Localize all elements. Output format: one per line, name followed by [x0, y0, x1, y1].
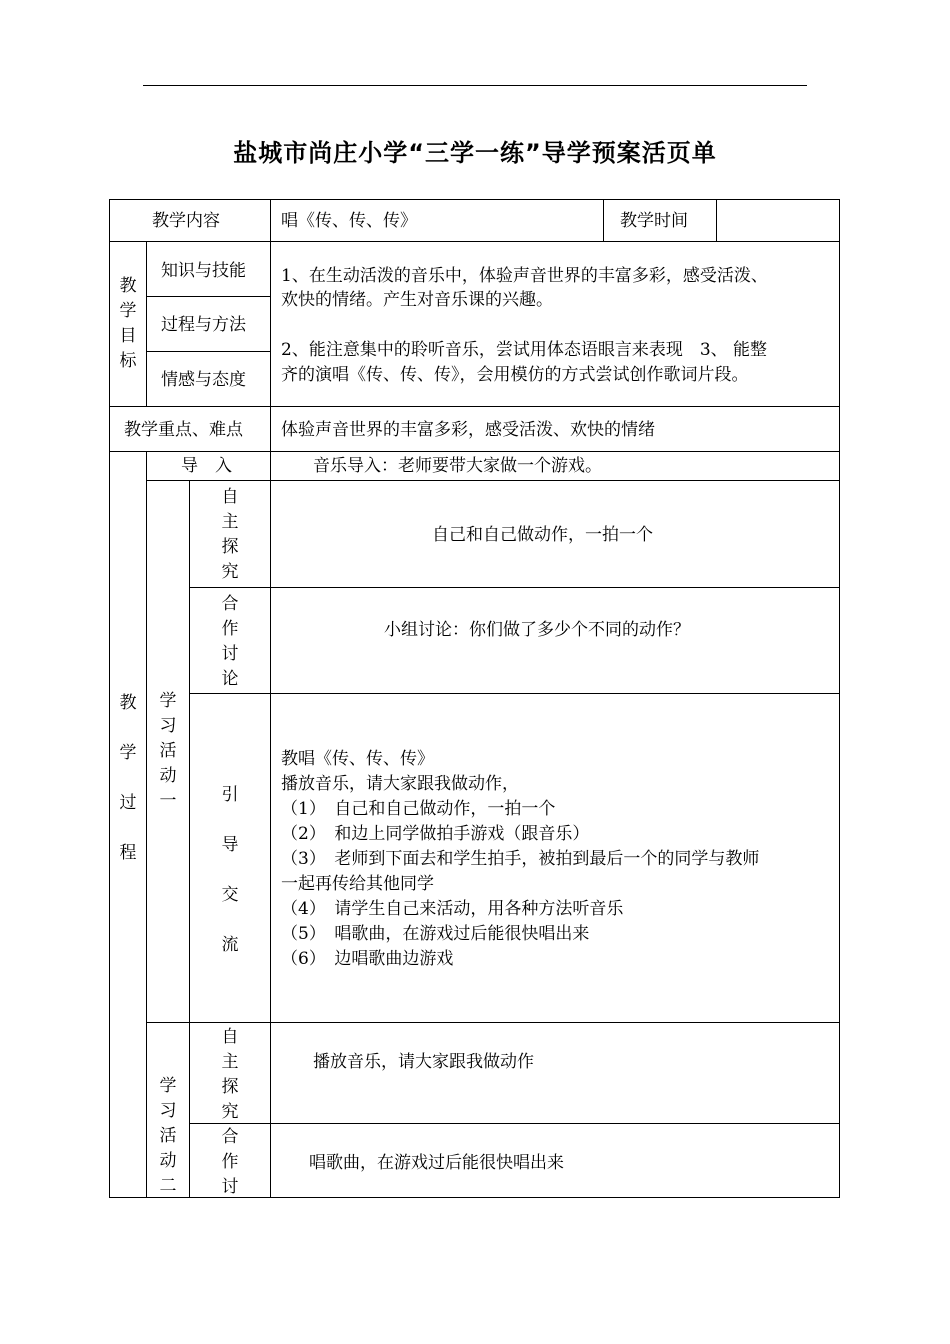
time-label: 教学时间	[620, 211, 688, 231]
guide-line: 教唱《传、传、传》	[281, 749, 434, 769]
activity2-coop-label: 合 作 讨	[221, 1127, 239, 1197]
guide-line: 一起再传给其他同学	[281, 874, 434, 894]
goal-knowledge-label: 知识与技能	[161, 261, 246, 281]
goal-text-1b: 欢快的情绪。产生对音乐课的兴趣。	[281, 290, 553, 310]
keypoints-content: 体验声音世界的丰富多彩，感受活泼、欢快的情绪	[281, 420, 655, 440]
keypoints-label: 教学重点、难点	[124, 420, 243, 440]
goals-label: 教 学 目 标	[119, 276, 137, 371]
activity1-label: 学 习 活 动 一	[159, 691, 177, 811]
guide-line: （5） 唱歌曲，在游戏过后能很快唱出来	[281, 924, 590, 944]
activity1-guide-label: 引 导 交 流	[221, 785, 239, 955]
activity2-label: 学 习 活 动 二	[159, 1076, 177, 1196]
activity1-self-content: 自己和自己做动作，一拍一个	[432, 525, 653, 545]
process-label: 教 学 过 程	[119, 693, 137, 863]
activity1-guide-content	[281, 747, 759, 972]
goal-emotion-label: 情感与态度	[161, 370, 246, 390]
content-value: 唱《传、传、传》	[281, 211, 417, 231]
goal-process-label: 过程与方法	[161, 315, 246, 335]
guide-line: （3） 老师到下面去和学生拍手，被拍到最后一个的同学与教师	[281, 849, 760, 869]
activity1-self-label: 自 主 探 究	[221, 487, 239, 582]
guide-line: （6） 边唱歌曲边游戏	[281, 949, 454, 969]
guide-line: （1） 自己和自己做动作，一拍一个	[281, 799, 556, 819]
goal-text-2a: 2、能注意集中的聆听音乐，尝试用体态语眼言来表现 3、 能整	[281, 340, 768, 360]
activity2-coop-content: 唱歌曲，在游戏过后能很快唱出来	[309, 1153, 564, 1173]
activity2-self-label: 自 主 探 究	[221, 1027, 239, 1122]
guide-line: （4） 请学生自己来活动，用各种方法听音乐	[281, 899, 624, 919]
goal-text-1a: 1、在生动活泼的音乐中，体验声音世界的丰富多彩，感受活泼、	[281, 266, 768, 286]
page-title: 盐城市尚庄小学“三学一练”导学预案活页单	[233, 139, 717, 167]
intro-label: 导 入	[181, 456, 232, 476]
content-label: 教学内容	[152, 211, 220, 231]
guide-line: 播放音乐，请大家跟我做动作，	[281, 774, 519, 794]
guide-line: （2） 和边上同学做拍手游戏（跟音乐）	[281, 824, 590, 844]
activity1-coop-label: 合 作 讨 论	[221, 594, 239, 689]
activity1-coop-content: 小组讨论：你们做了多少个不同的动作？	[384, 620, 690, 640]
header-rule	[143, 85, 807, 86]
intro-content: 音乐导入：老师要带大家做一个游戏。	[313, 456, 602, 476]
goal-text-2b: 齐的演唱《传、传、传》，会用模仿的方式尝试创作歌词片段。	[281, 365, 749, 385]
activity2-self-content: 播放音乐，请大家跟我做动作	[313, 1052, 534, 1072]
